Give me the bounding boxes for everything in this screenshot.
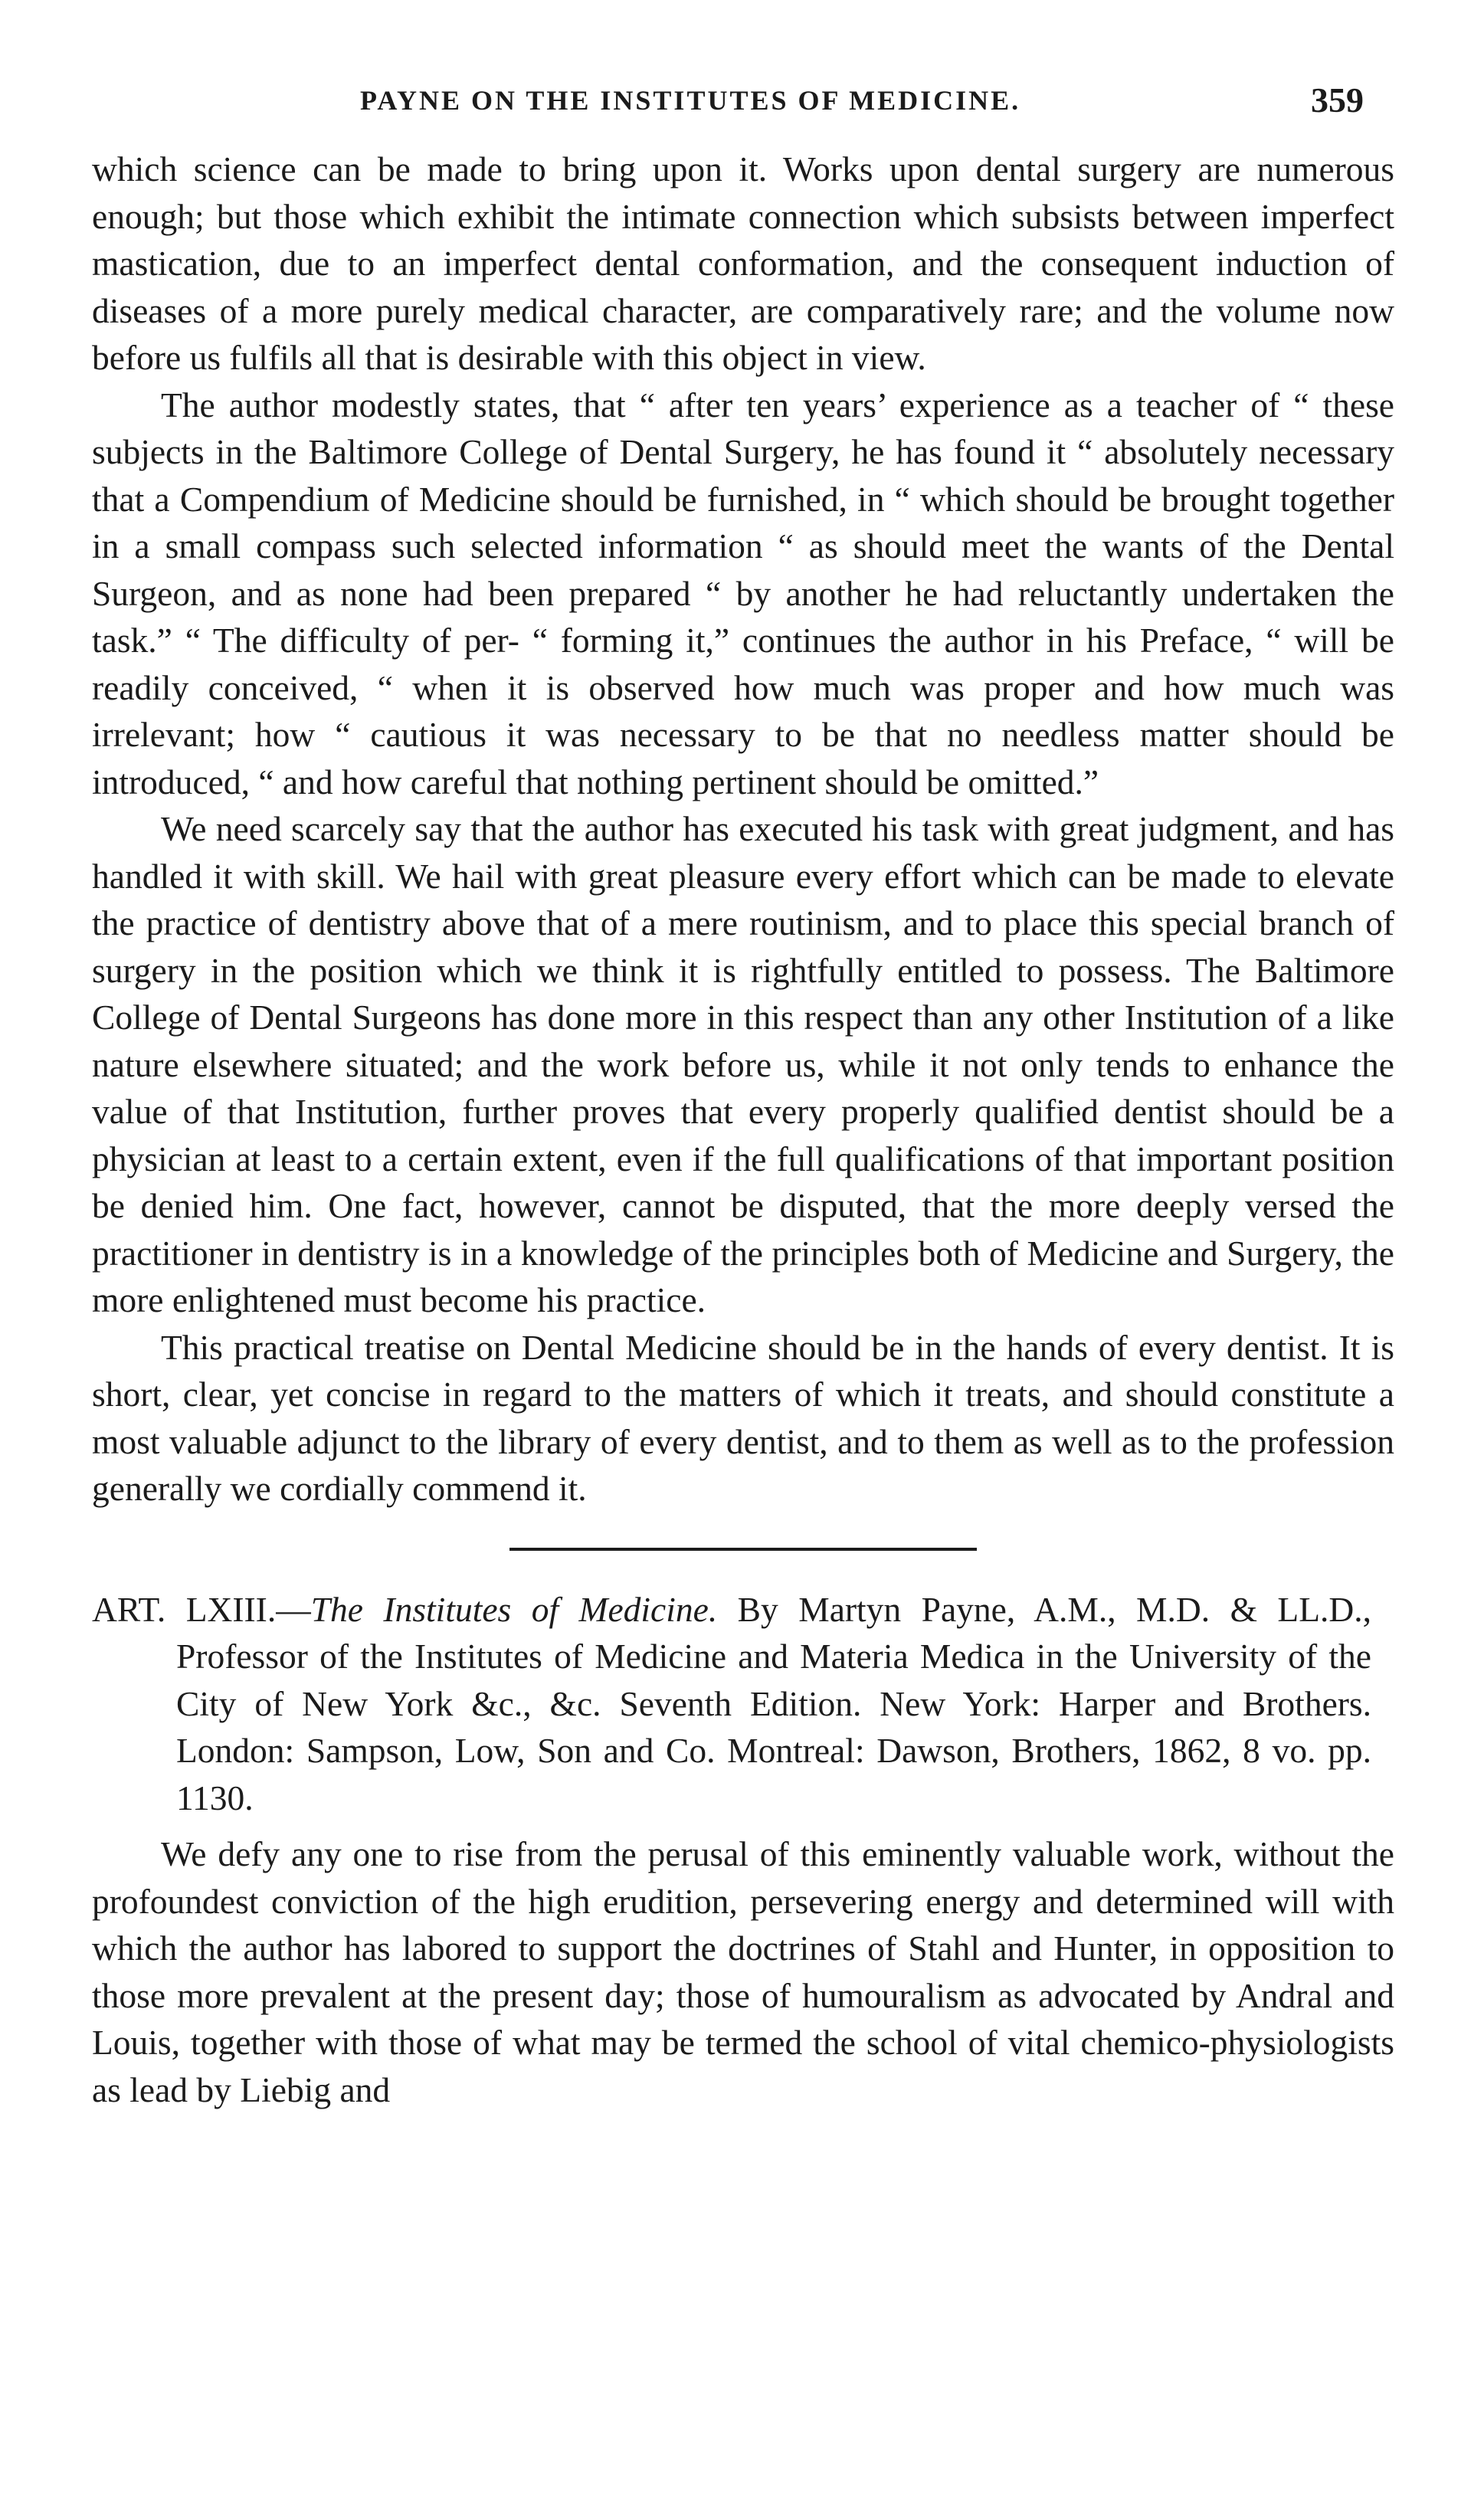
- paragraph-review: We defy any one to rise from the perusal of this eminently valuable work, without the profoundest conviction of the high erudition, persevering energy and determined will with which the author has labored to support the doctrines of Stahl and Hunter, in opposition to those more prevalent at the present day; those of humouralism as advocated by Andral and Louis, together with those of what may be termed the school of vital chemico-physiologists as lead by Liebig and: [92, 1834, 1394, 2109]
- page-number: 359: [1311, 80, 1364, 120]
- article-heading: [92, 1586, 1394, 1822]
- page-header: [92, 80, 1394, 133]
- journal-page: [92, 80, 1394, 2113]
- article-number: ART. LXIII.—: [92, 1589, 311, 1629]
- running-head: PAYNE ON THE INSTITUTES OF MEDICINE.: [360, 85, 1021, 116]
- paragraph-recommendation: This practical treatise on Dental Medicine should be in the hands of every dentist. It is short, clear, yet concise in regard to the matters of which it treats, and should constitute a most valuable adjunct to the library of every dentist, and to them as well as to the profession generally we cordially commend it.: [92, 1327, 1394, 1508]
- article-title: The Institutes of Medicine.: [310, 1589, 718, 1629]
- paragraph-judgment: We need scarcely say that the author has executed his task with great judgment, and has handled it with skill. We hail with great pleasure every effort which can be made to elevate the practice of dentistry above that of a mere routinism, and to place this special branch of surgery in the position which we think it is rightfully entitled to possess. The Baltimore College of Dental Surgeons has done more in this respect than any other Institution of a like nature elsewhere situated; and the work before us, while it not only tends to enhance the value of that Institution, further proves that every properly qualified dentist should be a physician at least to a certain extent, even if the full qualifications of that important position be denied him. One fact, however, cannot be disputed, that the more deeply versed the practitioner in dentistry is in a knowledge of the principles both of Medicine and Surgery, the more enlightened must become his practice.: [92, 809, 1394, 1319]
- paragraph-author-statement: The author modestly states, that “ after ten years’ experience as a teacher of “ these subjects in the Baltimore College of Dental Surgery, he has found it “ absolutely necessary that a Compendium of Medicine should be furnished, in “ which should be brought together in a small compass such selected information “ as should meet the wants of the Dental Surgeon, and as none had been prepared “ by another he had reluctantly undertaken the task.” “ The difficulty of per- “ forming it,” continues the author in his Preface, “ will be readily conceived, “ when it is observed how much was proper and how much was irrelevant; how “ cautious it was necessary to be that no needless matter should be introduced, “ and how careful that nothing pertinent should be omitted.”: [92, 385, 1394, 801]
- article-citation: By Martyn Payne, A.M., M.D. & LL.D., Professor of the Institutes of Medicine and Materia Medica in the University of the City of New York &c., &c. Seventh Edition. New York: Harper and Brothers. London: Sampson, Low, Son and Co. Montreal: Dawson, Brothers, 1862, 8 vo. pp. 1130.: [176, 1589, 1372, 1817]
- section-divider: [509, 1548, 977, 1551]
- paragraph-continuation: which science can be made to bring upon it. Works upon dental surgery are numerous enough; but those which exhibit the intimate connection which subsists between imperfect mastication, due to an imperfect dental conformation, and the consequent induction of diseases of a more purely medical character, are comparatively rare; and the volume now before us fulfils all that is desirable with this object in view.: [92, 149, 1394, 377]
